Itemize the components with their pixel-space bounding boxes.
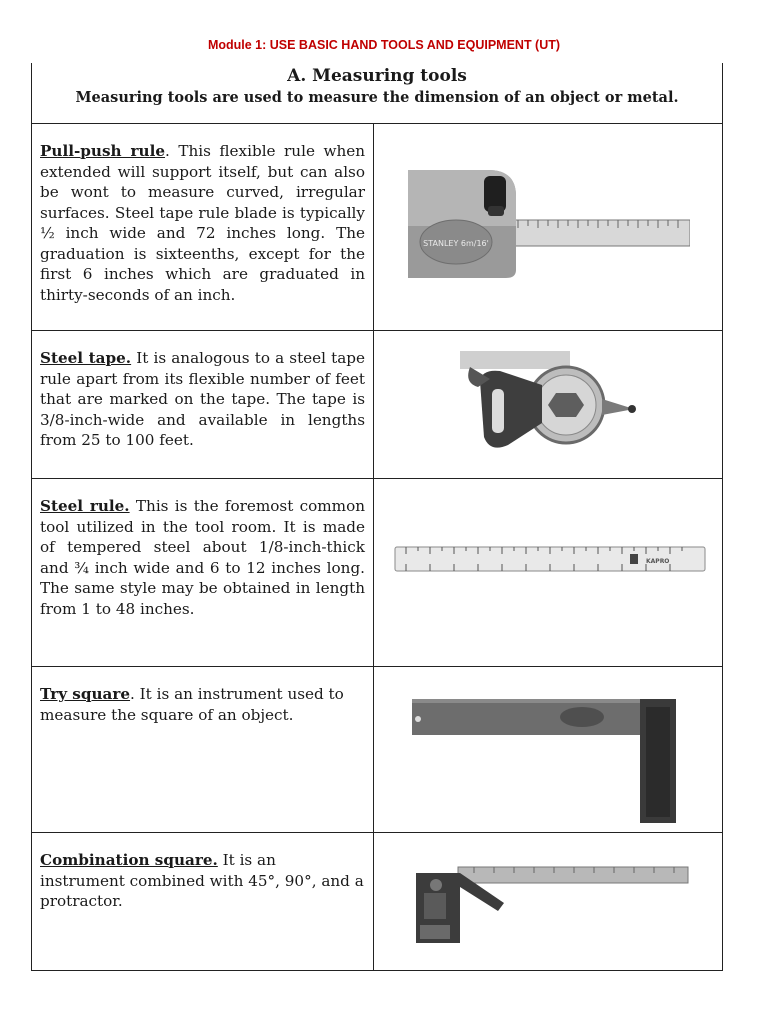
tool-term: Combination square. bbox=[40, 851, 218, 869]
tool-image-cell bbox=[374, 833, 722, 971]
tool-row-steel-tape bbox=[32, 331, 722, 479]
tool-row-pull-push-rule bbox=[32, 124, 722, 331]
tool-image-cell bbox=[374, 667, 722, 832]
tool-row-combination-square bbox=[32, 833, 722, 971]
tool-description: . This flexible rule when extended will support itself, but can also be wont to measure curved, irregular surfaces. Steel tape rule blade is typically ½ inch wide and 72 inches long. The graduation is sixteenths, except for the first 6 inches which are graduated in thirty-seconds of an inch. bbox=[40, 142, 365, 304]
tool-description-cell bbox=[32, 124, 374, 330]
tool-description: It is analogous to a steel tape rule apart from its flexible number of feet that are marked on the tape. The tape is 3/8-inch-wide and available in lengths from 25 to 100 feet. bbox=[40, 349, 366, 449]
tool-image-cell bbox=[374, 331, 722, 478]
rule-brand-label: KAPRO bbox=[646, 558, 670, 565]
tool-description-cell bbox=[32, 667, 374, 832]
try-square-icon bbox=[410, 685, 686, 825]
tool-term: Steel rule. bbox=[40, 497, 130, 515]
module-header: Module 1: USE BASIC HAND TOOLS AND EQUIPMENT (UT) bbox=[207, 38, 561, 52]
tape-measure-icon bbox=[408, 166, 690, 278]
tool-description-cell bbox=[32, 833, 374, 971]
tool-term: Try square bbox=[40, 685, 131, 703]
tool-row-try-square bbox=[32, 667, 722, 833]
tape-brand-label: STANLEY 6m/16' bbox=[423, 239, 489, 248]
section-subtitle: Measuring tools are used to measure the dimension of an object or metal. bbox=[75, 89, 679, 106]
combination-square-icon bbox=[414, 863, 690, 947]
section-header bbox=[32, 63, 722, 124]
steel-tape-reel-icon bbox=[456, 349, 646, 461]
tool-description: This is the foremost common tool utilized in the tool room. It is made of tempered steel about 1/8-inch-thick and ¾ inch wide and 6 to 12 inches long. The same style may be obtained in length from 1 to 48 inches. bbox=[40, 497, 365, 618]
tool-image-cell bbox=[374, 479, 722, 666]
tool-term: Steel tape. bbox=[40, 349, 132, 367]
tool-image-cell bbox=[374, 124, 722, 330]
section-title: A. Measuring tools bbox=[287, 66, 467, 86]
tool-description-cell bbox=[32, 479, 374, 666]
tool-row-steel-rule bbox=[32, 479, 722, 667]
tool-description-cell bbox=[32, 331, 374, 478]
measuring-tools-table bbox=[31, 63, 723, 971]
tool-description: It is an instrument combined with 45°, 90°, and a protractor. bbox=[40, 851, 364, 910]
steel-rule-icon bbox=[394, 545, 706, 575]
tool-description: . It is an instrument used to measure the square of an object. bbox=[40, 685, 344, 724]
tool-term: Pull-push rule bbox=[40, 142, 166, 160]
